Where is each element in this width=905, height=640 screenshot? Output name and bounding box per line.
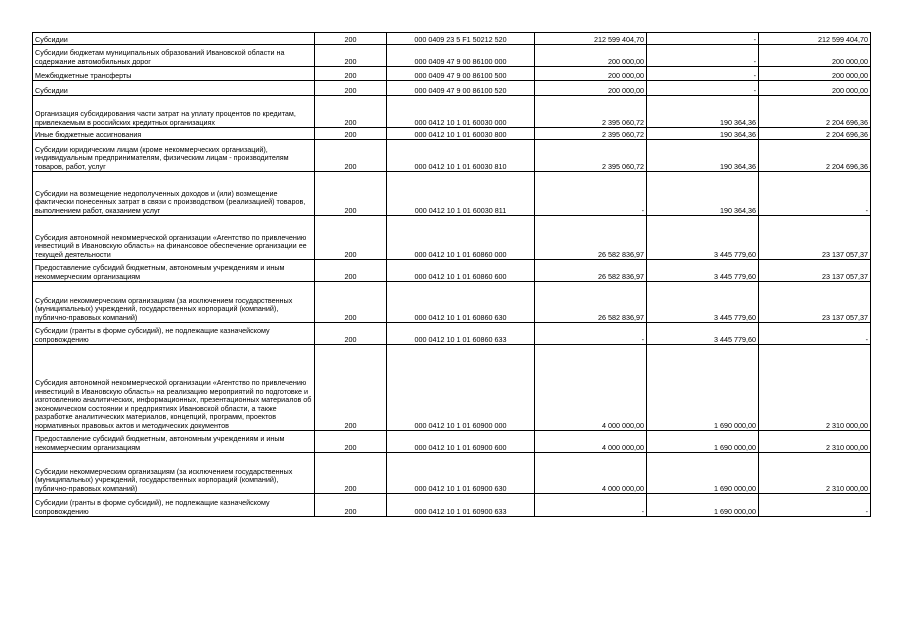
- row-code: 200: [315, 260, 387, 282]
- budget-table: [32, 32, 871, 517]
- row-code: 200: [315, 45, 387, 67]
- row-unexecuted: 200 000,00: [759, 81, 871, 96]
- row-code: 200: [315, 140, 387, 172]
- row-kbk: 000 0412 10 1 01 60900 600: [387, 431, 535, 453]
- row-unexecuted: -: [759, 323, 871, 345]
- row-kbk: 000 0412 10 1 01 60030 000: [387, 96, 535, 128]
- row-executed: 1 690 000,00: [647, 494, 759, 517]
- row-kbk: 000 0412 10 1 01 60860 000: [387, 216, 535, 260]
- row-executed: 1 690 000,00: [647, 431, 759, 453]
- table-row: [33, 81, 871, 96]
- row-kbk: 000 0412 10 1 01 60860 633: [387, 323, 535, 345]
- table-row: [33, 140, 871, 172]
- table-row: [33, 96, 871, 128]
- row-approved: 212 599 404,70: [535, 33, 647, 45]
- row-name: Субсидии некоммерческим организациям (за исключением государственных (муниципальных) учреждений, государственных корпораций (компаний), публично-правовых компаний): [33, 282, 315, 323]
- row-approved: -: [535, 494, 647, 517]
- row-approved: 26 582 836,97: [535, 260, 647, 282]
- row-approved: 200 000,00: [535, 67, 647, 81]
- row-kbk: 000 0412 10 1 01 60030 810: [387, 140, 535, 172]
- row-kbk: 000 0412 10 1 01 60900 630: [387, 453, 535, 494]
- row-approved: 4 000 000,00: [535, 431, 647, 453]
- row-kbk: 000 0409 47 9 00 86100 520: [387, 81, 535, 96]
- row-executed: 3 445 779,60: [647, 282, 759, 323]
- row-code: 200: [315, 216, 387, 260]
- row-name: Субсидия автономной некоммерческой организации «Агентство по привлечению инвестиций в Ивановскую область» на финансовое обеспечение организации ее текущей деятельности: [33, 216, 315, 260]
- row-executed: 3 445 779,60: [647, 323, 759, 345]
- row-executed: -: [647, 45, 759, 67]
- row-unexecuted: 2 310 000,00: [759, 453, 871, 494]
- table-row: [33, 260, 871, 282]
- row-approved: 4 000 000,00: [535, 453, 647, 494]
- row-executed: 3 445 779,60: [647, 216, 759, 260]
- row-executed: 1 690 000,00: [647, 345, 759, 431]
- row-approved: 200 000,00: [535, 81, 647, 96]
- table-row: [33, 33, 871, 45]
- row-approved: -: [535, 172, 647, 216]
- table-row: [33, 282, 871, 323]
- row-approved: 2 395 060,72: [535, 96, 647, 128]
- row-name: Субсидии (гранты в форме субсидий), не подлежащие казначейскому сопровождению: [33, 494, 315, 517]
- row-name: Субсидии на возмещение недополученных доходов и (или) возмещение фактически понесенных затрат в связи с производством (реализацией) товаров, выполнением работ, оказанием услуг: [33, 172, 315, 216]
- row-name: Субсидии (гранты в форме субсидий), не подлежащие казначейскому сопровождению: [33, 323, 315, 345]
- table-row: [33, 323, 871, 345]
- row-executed: 190 364,36: [647, 96, 759, 128]
- row-kbk: 000 0412 10 1 01 60900 000: [387, 345, 535, 431]
- row-code: 200: [315, 33, 387, 45]
- row-name: Субсидии: [33, 81, 315, 96]
- row-code: 200: [315, 282, 387, 323]
- row-unexecuted: 23 137 057,37: [759, 216, 871, 260]
- row-kbk: 000 0409 23 5 F1 50212 520: [387, 33, 535, 45]
- row-approved: 2 395 060,72: [535, 128, 647, 140]
- row-unexecuted: -: [759, 172, 871, 216]
- table-row: [33, 128, 871, 140]
- row-code: 200: [315, 345, 387, 431]
- row-code: 200: [315, 96, 387, 128]
- row-name: Предоставление субсидий бюджетным, автономным учреждениям и иным некоммерческим организациям: [33, 431, 315, 453]
- row-code: 200: [315, 431, 387, 453]
- row-unexecuted: 2 204 696,36: [759, 96, 871, 128]
- table-row: [33, 345, 871, 431]
- row-executed: -: [647, 33, 759, 45]
- row-unexecuted: 200 000,00: [759, 45, 871, 67]
- row-kbk: 000 0409 47 9 00 86100 500: [387, 67, 535, 81]
- row-executed: -: [647, 81, 759, 96]
- row-name: Субсидия автономной некоммерческой организации «Агентство по привлечению инвестиций в Ивановскую область» на реализацию мероприятий по подготовке и изготовлению аналитических, информационных, презентационных материалов об экономическом состоянии и предприятиях Ивановской области, а также разработке аналитических материалов, концепций, программ, проектов нормативных правовых актов и методических документов: [33, 345, 315, 431]
- table-row: [33, 494, 871, 517]
- row-kbk: 000 0412 10 1 01 60860 630: [387, 282, 535, 323]
- row-approved: 26 582 836,97: [535, 216, 647, 260]
- row-kbk: 000 0412 10 1 01 60030 811: [387, 172, 535, 216]
- row-kbk: 000 0412 10 1 01 60900 633: [387, 494, 535, 517]
- row-code: 200: [315, 67, 387, 81]
- row-unexecuted: 200 000,00: [759, 67, 871, 81]
- row-name: Субсидии: [33, 33, 315, 45]
- row-executed: 1 690 000,00: [647, 453, 759, 494]
- table-row: [33, 431, 871, 453]
- row-kbk: 000 0412 10 1 01 60860 600: [387, 260, 535, 282]
- row-approved: 26 582 836,97: [535, 282, 647, 323]
- table-row: [33, 45, 871, 67]
- row-name: Организация субсидирования части затрат на уплату процентов по кредитам, привлекаемым в российских кредитных организациях: [33, 96, 315, 128]
- table-row: [33, 453, 871, 494]
- row-name: Субсидии юридическим лицам (кроме некоммерческих организаций), индивидуальным предпринимателям, физическим лицам - производителям товаров, работ, услуг: [33, 140, 315, 172]
- table-row: [33, 67, 871, 81]
- row-unexecuted: 2 204 696,36: [759, 128, 871, 140]
- row-unexecuted: 23 137 057,37: [759, 282, 871, 323]
- row-executed: 190 364,36: [647, 172, 759, 216]
- row-name: Иные бюджетные ассигнования: [33, 128, 315, 140]
- row-code: 200: [315, 453, 387, 494]
- row-code: 200: [315, 494, 387, 517]
- row-unexecuted: 2 310 000,00: [759, 345, 871, 431]
- row-unexecuted: 212 599 404,70: [759, 33, 871, 45]
- row-code: 200: [315, 323, 387, 345]
- row-executed: 3 445 779,60: [647, 260, 759, 282]
- row-code: 200: [315, 81, 387, 96]
- row-unexecuted: 2 310 000,00: [759, 431, 871, 453]
- row-approved: -: [535, 323, 647, 345]
- row-kbk: 000 0409 47 9 00 86100 000: [387, 45, 535, 67]
- table-row: [33, 216, 871, 260]
- row-unexecuted: 23 137 057,37: [759, 260, 871, 282]
- row-executed: 190 364,36: [647, 140, 759, 172]
- row-unexecuted: 2 204 696,36: [759, 140, 871, 172]
- row-approved: 4 000 000,00: [535, 345, 647, 431]
- row-name: Субсидии бюджетам муниципальных образований Ивановской области на содержание автомобильных дорог: [33, 45, 315, 67]
- row-unexecuted: -: [759, 494, 871, 517]
- table-row: [33, 172, 871, 216]
- row-executed: 190 364,36: [647, 128, 759, 140]
- row-kbk: 000 0412 10 1 01 60030 800: [387, 128, 535, 140]
- row-code: 200: [315, 172, 387, 216]
- row-name: Межбюджетные трансферты: [33, 67, 315, 81]
- row-name: Субсидии некоммерческим организациям (за исключением государственных (муниципальных) учреждений, государственных корпораций (компаний), публично-правовых компаний): [33, 453, 315, 494]
- row-approved: 2 395 060,72: [535, 140, 647, 172]
- row-approved: 200 000,00: [535, 45, 647, 67]
- row-executed: -: [647, 67, 759, 81]
- row-code: 200: [315, 128, 387, 140]
- row-name: Предоставление субсидий бюджетным, автономным учреждениям и иным некоммерческим организациям: [33, 260, 315, 282]
